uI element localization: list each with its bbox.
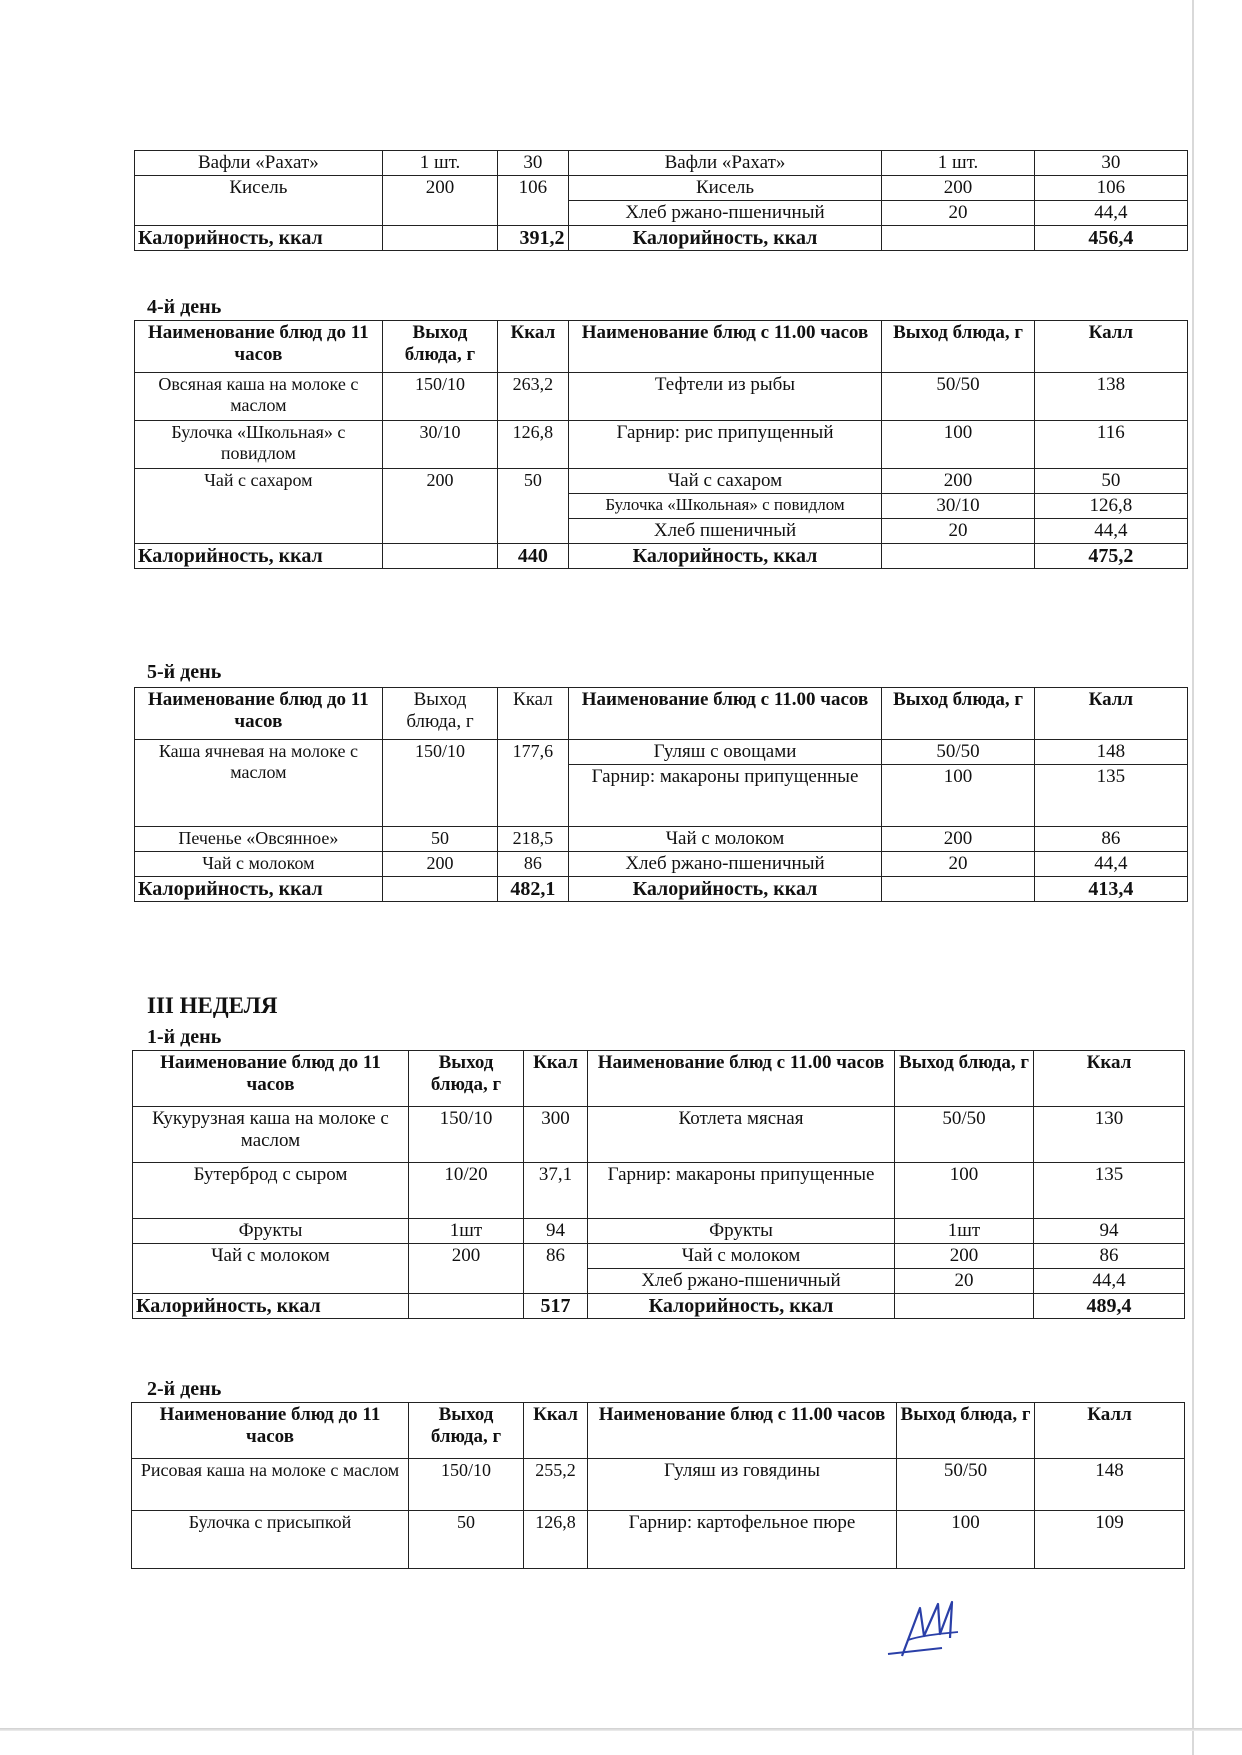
cell: 100 [897, 1511, 1035, 1569]
total-value: 413,4 [1034, 877, 1187, 902]
table-row [133, 1244, 1185, 1269]
header-row [135, 321, 1188, 373]
total-label: Калорийность, ккал [568, 877, 882, 902]
day5-table [134, 687, 1188, 902]
cell: 30/10 [882, 494, 1034, 519]
cell: 37,1 [524, 1163, 588, 1219]
cell: 50/50 [882, 740, 1034, 765]
total-value: 517 [524, 1294, 588, 1319]
cell: 138 [1034, 373, 1187, 421]
cell: 50 [1034, 469, 1187, 494]
cell: 218,5 [498, 827, 568, 852]
cell: 20 [882, 519, 1034, 544]
header-cell: Ккал [1034, 1051, 1185, 1107]
top-table [134, 150, 1188, 251]
cell: 150/10 [382, 373, 497, 421]
cell [409, 1294, 524, 1319]
cell: 106 [498, 176, 568, 226]
total-value: 440 [498, 544, 568, 569]
cell: 126,8 [1034, 494, 1187, 519]
cell [895, 1294, 1034, 1319]
day5-title: 5-й день [147, 661, 222, 683]
cell: 44,4 [1034, 1269, 1185, 1294]
table-row [135, 176, 1188, 201]
cell: Булочка «Школьная» с повидлом [135, 421, 383, 469]
header-cell: Ккал [524, 1403, 588, 1459]
header-cell: Выход блюда, г [382, 321, 497, 373]
cell: 1 шт. [882, 151, 1034, 176]
cell: 44,4 [1034, 201, 1187, 226]
cell: 255,2 [524, 1459, 588, 1511]
cell: 30 [1034, 151, 1187, 176]
header-cell: Ккал [498, 688, 568, 740]
table-row [135, 827, 1188, 852]
cell [382, 226, 497, 251]
cell [382, 544, 497, 569]
total-label: Калорийность, ккал [135, 226, 383, 251]
header-cell: Наименование блюд до 11 часов [132, 1403, 409, 1459]
header-cell: Ккал [524, 1051, 588, 1107]
cell: 20 [882, 201, 1034, 226]
cell: Тефтели из рыбы [568, 373, 882, 421]
table-row [135, 151, 1188, 176]
cell: Хлеб пшеничный [568, 519, 882, 544]
cell: 200 [882, 176, 1034, 201]
header-cell: Выход блюда, г [882, 321, 1034, 373]
cell: Кисель [135, 176, 383, 226]
cell: Кукурузная каша на молоке с маслом [133, 1107, 409, 1163]
cell: 126,8 [524, 1511, 588, 1569]
cell: 30/10 [382, 421, 497, 469]
cell: Булочка «Школьная» с повидлом [568, 494, 882, 519]
day4-title: 4-й день [147, 296, 222, 318]
cell: 100 [895, 1163, 1034, 1219]
header-cell: Наименование блюд до 11 часов [133, 1051, 409, 1107]
cell [882, 226, 1034, 251]
page-bottom-edge [0, 1728, 1242, 1731]
cell [882, 544, 1034, 569]
total-value: 482,1 [498, 877, 568, 902]
cell: 50/50 [895, 1107, 1034, 1163]
cell: Каша ячневая на молоке с маслом [135, 740, 383, 827]
total-value: 391,2 [498, 226, 568, 251]
cell [882, 877, 1034, 902]
week3-day1-table [132, 1050, 1185, 1319]
cell: 44,4 [1034, 519, 1187, 544]
cell: Гарнир: картофельное пюре [588, 1511, 897, 1569]
table-row [135, 469, 1188, 494]
cell: Булочка с присыпкой [132, 1511, 409, 1569]
week3-day1-title: 1-й день [147, 1026, 222, 1048]
cell: 135 [1034, 1163, 1185, 1219]
cell: 150/10 [409, 1107, 524, 1163]
header-cell: Выход блюда, г [409, 1403, 524, 1459]
cell: 86 [498, 852, 568, 877]
cell: 1 шт. [382, 151, 497, 176]
cell: Чай с молоком [133, 1244, 409, 1294]
total-value: 456,4 [1034, 226, 1187, 251]
cell: 150/10 [409, 1459, 524, 1511]
cell: 44,4 [1034, 852, 1187, 877]
cell: 50 [498, 469, 568, 544]
cell: 10/20 [409, 1163, 524, 1219]
cell: 135 [1034, 765, 1187, 827]
cell: Гарнир: рис припущенный [568, 421, 882, 469]
total-row [135, 544, 1188, 569]
header-cell: Наименование блюд до 11 часов [135, 688, 383, 740]
cell: 200 [382, 176, 497, 226]
cell: Гарнир: макароны припущенные [588, 1163, 895, 1219]
cell: Печенье «Овсянное» [135, 827, 383, 852]
cell: 177,6 [498, 740, 568, 827]
header-row [132, 1403, 1185, 1459]
cell: 109 [1035, 1511, 1185, 1569]
cell: Овсяная каша на молоке с маслом [135, 373, 383, 421]
cell: Вафли «Рахат» [568, 151, 882, 176]
cell: 148 [1034, 740, 1187, 765]
week3-title: III НЕДЕЛЯ [147, 993, 278, 1018]
header-cell: Наименование блюд с 11.00 часов [588, 1051, 895, 1107]
cell: Гарнир: макароны припущенные [568, 765, 882, 827]
cell: 126,8 [498, 421, 568, 469]
total-row [135, 226, 1188, 251]
cell: Котлета мясная [588, 1107, 895, 1163]
cell: 100 [882, 765, 1034, 827]
table-row [132, 1459, 1185, 1511]
cell: Рисовая каша на молоке с маслом [132, 1459, 409, 1511]
cell: 1шт [409, 1219, 524, 1244]
cell: 86 [1034, 1244, 1185, 1269]
cell: 150/10 [382, 740, 497, 827]
cell: 200 [882, 469, 1034, 494]
header-cell: Выход блюда, г [882, 688, 1034, 740]
header-cell: Наименование блюд с 11.00 часов [588, 1403, 897, 1459]
header-row [135, 688, 1188, 740]
cell: 50 [382, 827, 497, 852]
cell: 148 [1035, 1459, 1185, 1511]
cell [382, 877, 497, 902]
header-cell: Калл [1034, 688, 1187, 740]
total-label: Калорийность, ккал [133, 1294, 409, 1319]
table-row [132, 1511, 1185, 1569]
cell: 200 [895, 1244, 1034, 1269]
cell: Чай с сахаром [568, 469, 882, 494]
cell: 200 [882, 827, 1034, 852]
total-row [133, 1294, 1185, 1319]
header-cell: Калл [1034, 321, 1187, 373]
table-row [135, 852, 1188, 877]
page-edge [1192, 0, 1194, 1755]
total-value: 489,4 [1034, 1294, 1185, 1319]
header-cell: Выход блюда, г [409, 1051, 524, 1107]
total-row [135, 877, 1188, 902]
header-cell: Ккал [498, 321, 568, 373]
header-cell: Наименование блюд с 11.00 часов [568, 321, 882, 373]
cell: 50 [409, 1511, 524, 1569]
week3-day2-table [131, 1402, 1185, 1569]
cell: Кисель [568, 176, 882, 201]
cell: Вафли «Рахат» [135, 151, 383, 176]
cell: 20 [895, 1269, 1034, 1294]
cell: 1шт [895, 1219, 1034, 1244]
cell: 86 [1034, 827, 1187, 852]
cell: 50/50 [882, 373, 1034, 421]
cell: Хлеб ржано-пшеничный [588, 1269, 895, 1294]
header-cell: Калл [1035, 1403, 1185, 1459]
cell: 94 [1034, 1219, 1185, 1244]
total-label: Калорийность, ккал [135, 544, 383, 569]
cell: Фрукты [133, 1219, 409, 1244]
cell: Хлеб ржано-пшеничный [568, 852, 882, 877]
cell: 263,2 [498, 373, 568, 421]
table-row [133, 1219, 1185, 1244]
cell: Бутерброд с сыром [133, 1163, 409, 1219]
total-label: Калорийность, ккал [568, 544, 882, 569]
total-label: Калорийность, ккал [568, 226, 882, 251]
header-cell: Выход блюда, г [897, 1403, 1035, 1459]
header-cell: Выход блюда, г [895, 1051, 1034, 1107]
cell: 50/50 [897, 1459, 1035, 1511]
cell: 300 [524, 1107, 588, 1163]
table-row [135, 740, 1188, 765]
signature-icon [880, 1596, 970, 1666]
cell: 200 [382, 852, 497, 877]
total-label: Калорийность, ккал [588, 1294, 895, 1319]
cell: 86 [524, 1244, 588, 1294]
header-cell: Наименование блюд с 11.00 часов [568, 688, 882, 740]
cell: Чай с молоком [588, 1244, 895, 1269]
cell: Чай с молоком [568, 827, 882, 852]
cell: Фрукты [588, 1219, 895, 1244]
cell: 200 [409, 1244, 524, 1294]
cell: 20 [882, 852, 1034, 877]
cell: 30 [498, 151, 568, 176]
total-label: Калорийность, ккал [135, 877, 383, 902]
cell: Чай с молоком [135, 852, 383, 877]
cell: 100 [882, 421, 1034, 469]
cell: 130 [1034, 1107, 1185, 1163]
header-cell: Выход блюда, г [382, 688, 497, 740]
table-row [135, 373, 1188, 421]
cell: Хлеб ржано-пшеничный [568, 201, 882, 226]
table-row [133, 1163, 1185, 1219]
cell: 116 [1034, 421, 1187, 469]
total-value: 475,2 [1034, 544, 1187, 569]
cell: Чай с сахаром [135, 469, 383, 544]
cell: 200 [382, 469, 497, 544]
week3-day2-title: 2-й день [147, 1378, 222, 1400]
cell: 94 [524, 1219, 588, 1244]
cell: 106 [1034, 176, 1187, 201]
cell: Гуляш из говядины [588, 1459, 897, 1511]
header-row [133, 1051, 1185, 1107]
header-cell: Наименование блюд до 11 часов [135, 321, 383, 373]
cell: Гуляш с овощами [568, 740, 882, 765]
table-row [135, 421, 1188, 469]
day4-table [134, 320, 1188, 569]
table-row [133, 1107, 1185, 1163]
